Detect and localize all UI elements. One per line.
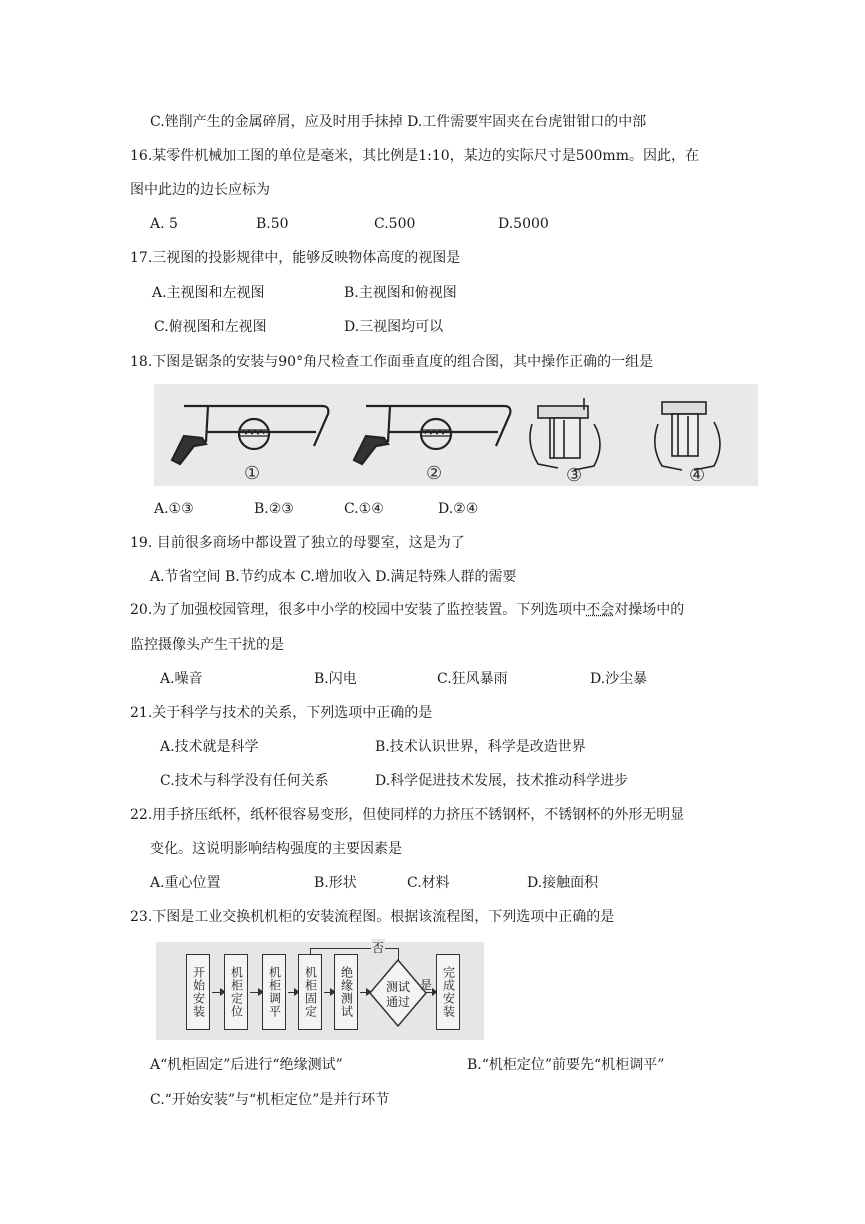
q21-option-b: B.技术认识世界，科学是改造世界 bbox=[375, 739, 586, 755]
q23-option-a: A“机柜固定”后进行“绝缘测试” bbox=[150, 1057, 343, 1073]
q18-option-a: A.①③ bbox=[154, 501, 194, 517]
saw-and-square-illustration bbox=[154, 384, 758, 486]
q20-option-b: B.闪电 bbox=[314, 671, 357, 687]
q23-option-c: C.“开始安装”与“机柜定位”是并行环节 bbox=[150, 1092, 390, 1108]
q22-stem-line2: 变化。这说明影响结构强度的主要因素是 bbox=[150, 841, 402, 857]
hacksaw-1-icon bbox=[172, 406, 328, 464]
q17-stem: 17.三视图的投影规律中，能够反映物体高度的视图是 bbox=[130, 250, 461, 266]
q16-option-b: B.50 bbox=[256, 216, 289, 232]
try-square-check-4-icon bbox=[655, 402, 720, 470]
q15-option-cd: C.锉削产生的金属碎屑，应及时用手抹掉 D.工件需要牢固夹在台虎钳钳口的中部 bbox=[150, 114, 647, 130]
flow-step-complete: 完成安装 bbox=[436, 954, 460, 1030]
q20-option-d: D.沙尘暴 bbox=[590, 671, 648, 687]
flow-yes-label: 是 bbox=[420, 978, 433, 992]
q20-option-c: C.狂风暴雨 bbox=[437, 671, 508, 687]
figure-label-4: ④ bbox=[689, 465, 706, 486]
flow-no-label: 否 bbox=[372, 941, 385, 955]
flow-decision-label: 测试通过 bbox=[385, 980, 410, 1009]
q18-figure bbox=[154, 384, 758, 486]
q22-stem-line1: 22.用手挤压纸杯，纸杯很容易变形，但使同样的力挤压不锈钢杯，不锈钢杯的外形无明显 bbox=[130, 807, 685, 823]
q21-option-a: A.技术就是科学 bbox=[160, 739, 259, 755]
flow-arrow-icon bbox=[250, 992, 262, 993]
q23-option-b: B.“机柜定位”前要先“机柜调平” bbox=[467, 1057, 665, 1073]
q22-option-b: B.形状 bbox=[314, 875, 357, 891]
q20-stem-line1 bbox=[130, 600, 684, 620]
figure-label-2: ② bbox=[426, 463, 443, 484]
q16-option-d: D.5000 bbox=[498, 216, 549, 232]
q21-stem: 21.关于科学与技术的关系，下列选项中正确的是 bbox=[130, 705, 433, 721]
hacksaw-2-icon bbox=[354, 406, 510, 464]
q19-options: A.节省空间 B.节约成本 C.增加收入 D.满足特殊人群的需要 bbox=[150, 569, 517, 585]
flow-arrow-icon bbox=[288, 992, 298, 993]
q18-option-c: C.①④ bbox=[344, 501, 384, 517]
figure-label-3: ③ bbox=[566, 465, 583, 486]
flow-step-position: 机柜定位 bbox=[224, 954, 248, 1030]
q23-stem: 23.下图是工业交换机机柜的安装流程图。根据该流程图，下列选项中正确的是 bbox=[130, 909, 615, 925]
q17-option-c: C.俯视图和左视图 bbox=[154, 319, 267, 335]
flow-step-level: 机柜调平 bbox=[262, 954, 286, 1030]
q18-stem: 18.下图是锯条的安装与90°角尺检查工作面垂直度的组合图，其中操作正确的一组是 bbox=[130, 354, 654, 370]
q20-emphasis: 不会 bbox=[586, 602, 615, 618]
q22-option-c: C.材料 bbox=[407, 875, 450, 891]
q20-stem-part1: 20.为了加强校园管理，很多中小学的校园中安装了监控装置。下列选项中 bbox=[130, 602, 587, 618]
try-square-check-3-icon bbox=[530, 398, 600, 470]
flow-no-line-icon bbox=[310, 948, 311, 954]
q18-option-b: B.②③ bbox=[254, 501, 294, 517]
q22-option-a: A.重心位置 bbox=[150, 875, 221, 891]
q17-option-a: A.主视图和左视图 bbox=[152, 285, 265, 301]
q21-option-d: D.科学促进技术发展，技术推动科学进步 bbox=[375, 773, 629, 789]
q16-stem-line1: 16.某零件机械加工图的单位是毫米，其比例是1:10，某边的实际尺寸是500mm。因此，在 bbox=[130, 148, 699, 164]
flow-step-insulation-test: 绝缘测试 bbox=[334, 954, 358, 1030]
q17-option-d: D.三视图均可以 bbox=[344, 319, 444, 335]
figure-label-1: ① bbox=[244, 463, 261, 484]
q22-option-d: D.接触面积 bbox=[527, 875, 599, 891]
q16-stem-line2: 图中此边的边长应标为 bbox=[130, 182, 270, 198]
q20-stem-part3: 对操场中的 bbox=[614, 602, 685, 618]
q20-option-a: A.噪音 bbox=[160, 671, 203, 687]
flow-arrow-icon bbox=[324, 992, 334, 993]
q17-option-b: B.主视图和俯视图 bbox=[344, 285, 457, 301]
q20-stem-line2: 监控摄像头产生干扰的是 bbox=[130, 637, 284, 653]
q16-option-a: A. 5 bbox=[150, 216, 178, 232]
q18-option-d: D.②④ bbox=[438, 501, 479, 517]
flow-step-start: 开始安装 bbox=[186, 954, 210, 1030]
q21-option-c: C.技术与科学没有任何关系 bbox=[160, 773, 329, 789]
q16-option-c: C.500 bbox=[374, 216, 416, 232]
q23-flowchart bbox=[156, 942, 484, 1040]
flow-step-fix: 机柜固定 bbox=[298, 954, 322, 1030]
q19-stem: 19. 目前很多商场中都设置了独立的母婴室，这是为了 bbox=[130, 535, 465, 551]
flow-no-line-icon bbox=[398, 948, 399, 960]
flow-arrow-icon bbox=[212, 992, 224, 993]
